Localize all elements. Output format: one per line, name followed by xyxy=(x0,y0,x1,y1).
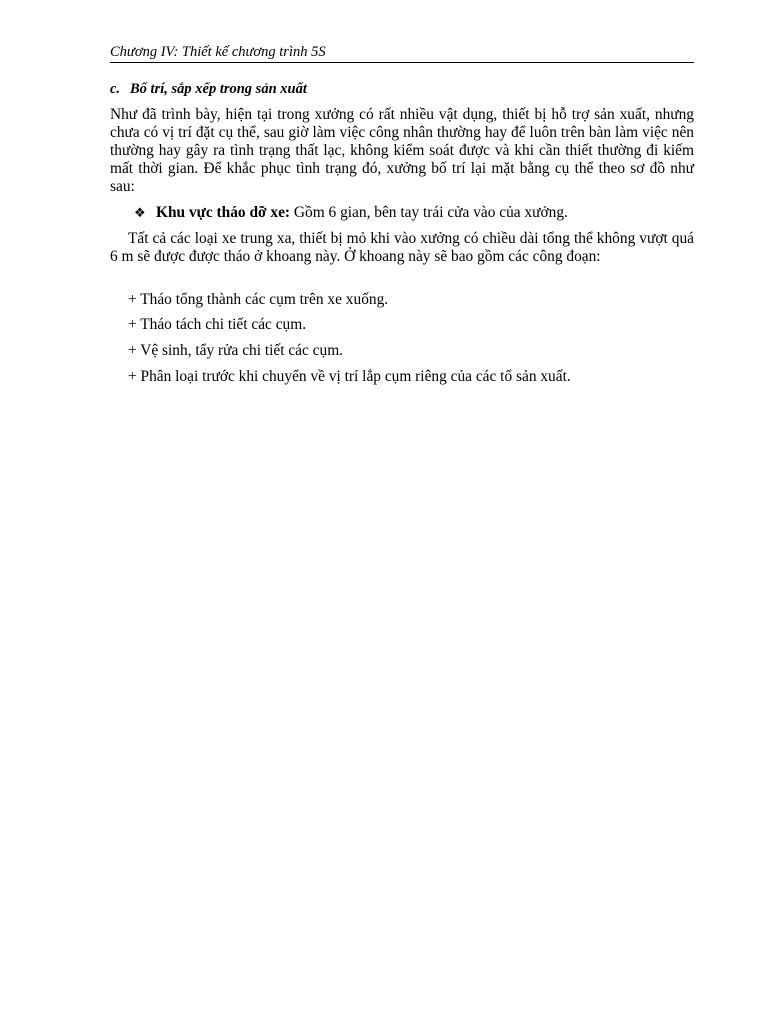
bullet-text: Gồm 6 gian, bên tay trái cửa vào của xưởng. xyxy=(290,204,568,221)
intro-paragraph: Như đã trình bày, hiện tại trong xưởng có rất nhiều vật dụng, thiết bị hỗ trợ sản xuất, nhưng chưa có vị trí đặt cụ thể, sau giờ làm việc công nhân thường hay để luôn trên bàn làm việc nên thường hay gây ra tình trạng thất lạc, không kiểm soát được và khi cần thiết thường đi kiếm mất thời gian. Để khắc phục tình trạng đó, xưởng bố trí lại mặt bằng cụ thể theo sơ đồ như sau: xyxy=(110,106,694,195)
section-heading xyxy=(110,80,307,98)
bullet-label: Khu vực tháo dỡ xe: xyxy=(156,204,291,221)
bullet-item xyxy=(134,204,568,223)
section-title: Bố trí, sắp xếp trong sản xuất xyxy=(130,81,307,97)
step-item: + Vệ sinh, tẩy rửa chi tiết các cụm. xyxy=(128,342,344,359)
detail-paragraph: Tất cả các loại xe trung xa, thiết bị mỏ khi vào xưởng có chiều dài tổng thể không vượt quá 6 m sẽ được được tháo ở khoang này. Ở khoang này sẽ bao gồm các công đoạn: xyxy=(110,230,694,265)
step-item: + Tháo tách chi tiết các cụm. xyxy=(128,316,307,333)
diamond-bullet-icon: ❖ xyxy=(134,206,146,221)
step-item: + Phân loại trước khi chuyển về vị trí lắp cụm riêng của các tổ sản xuất. xyxy=(128,368,571,385)
section-marker: c. xyxy=(110,81,121,97)
step-item: + Tháo tổng thành các cụm trên xe xuống. xyxy=(128,291,389,308)
page-header: Chương IV: Thiết kế chương trình 5S xyxy=(110,43,694,63)
